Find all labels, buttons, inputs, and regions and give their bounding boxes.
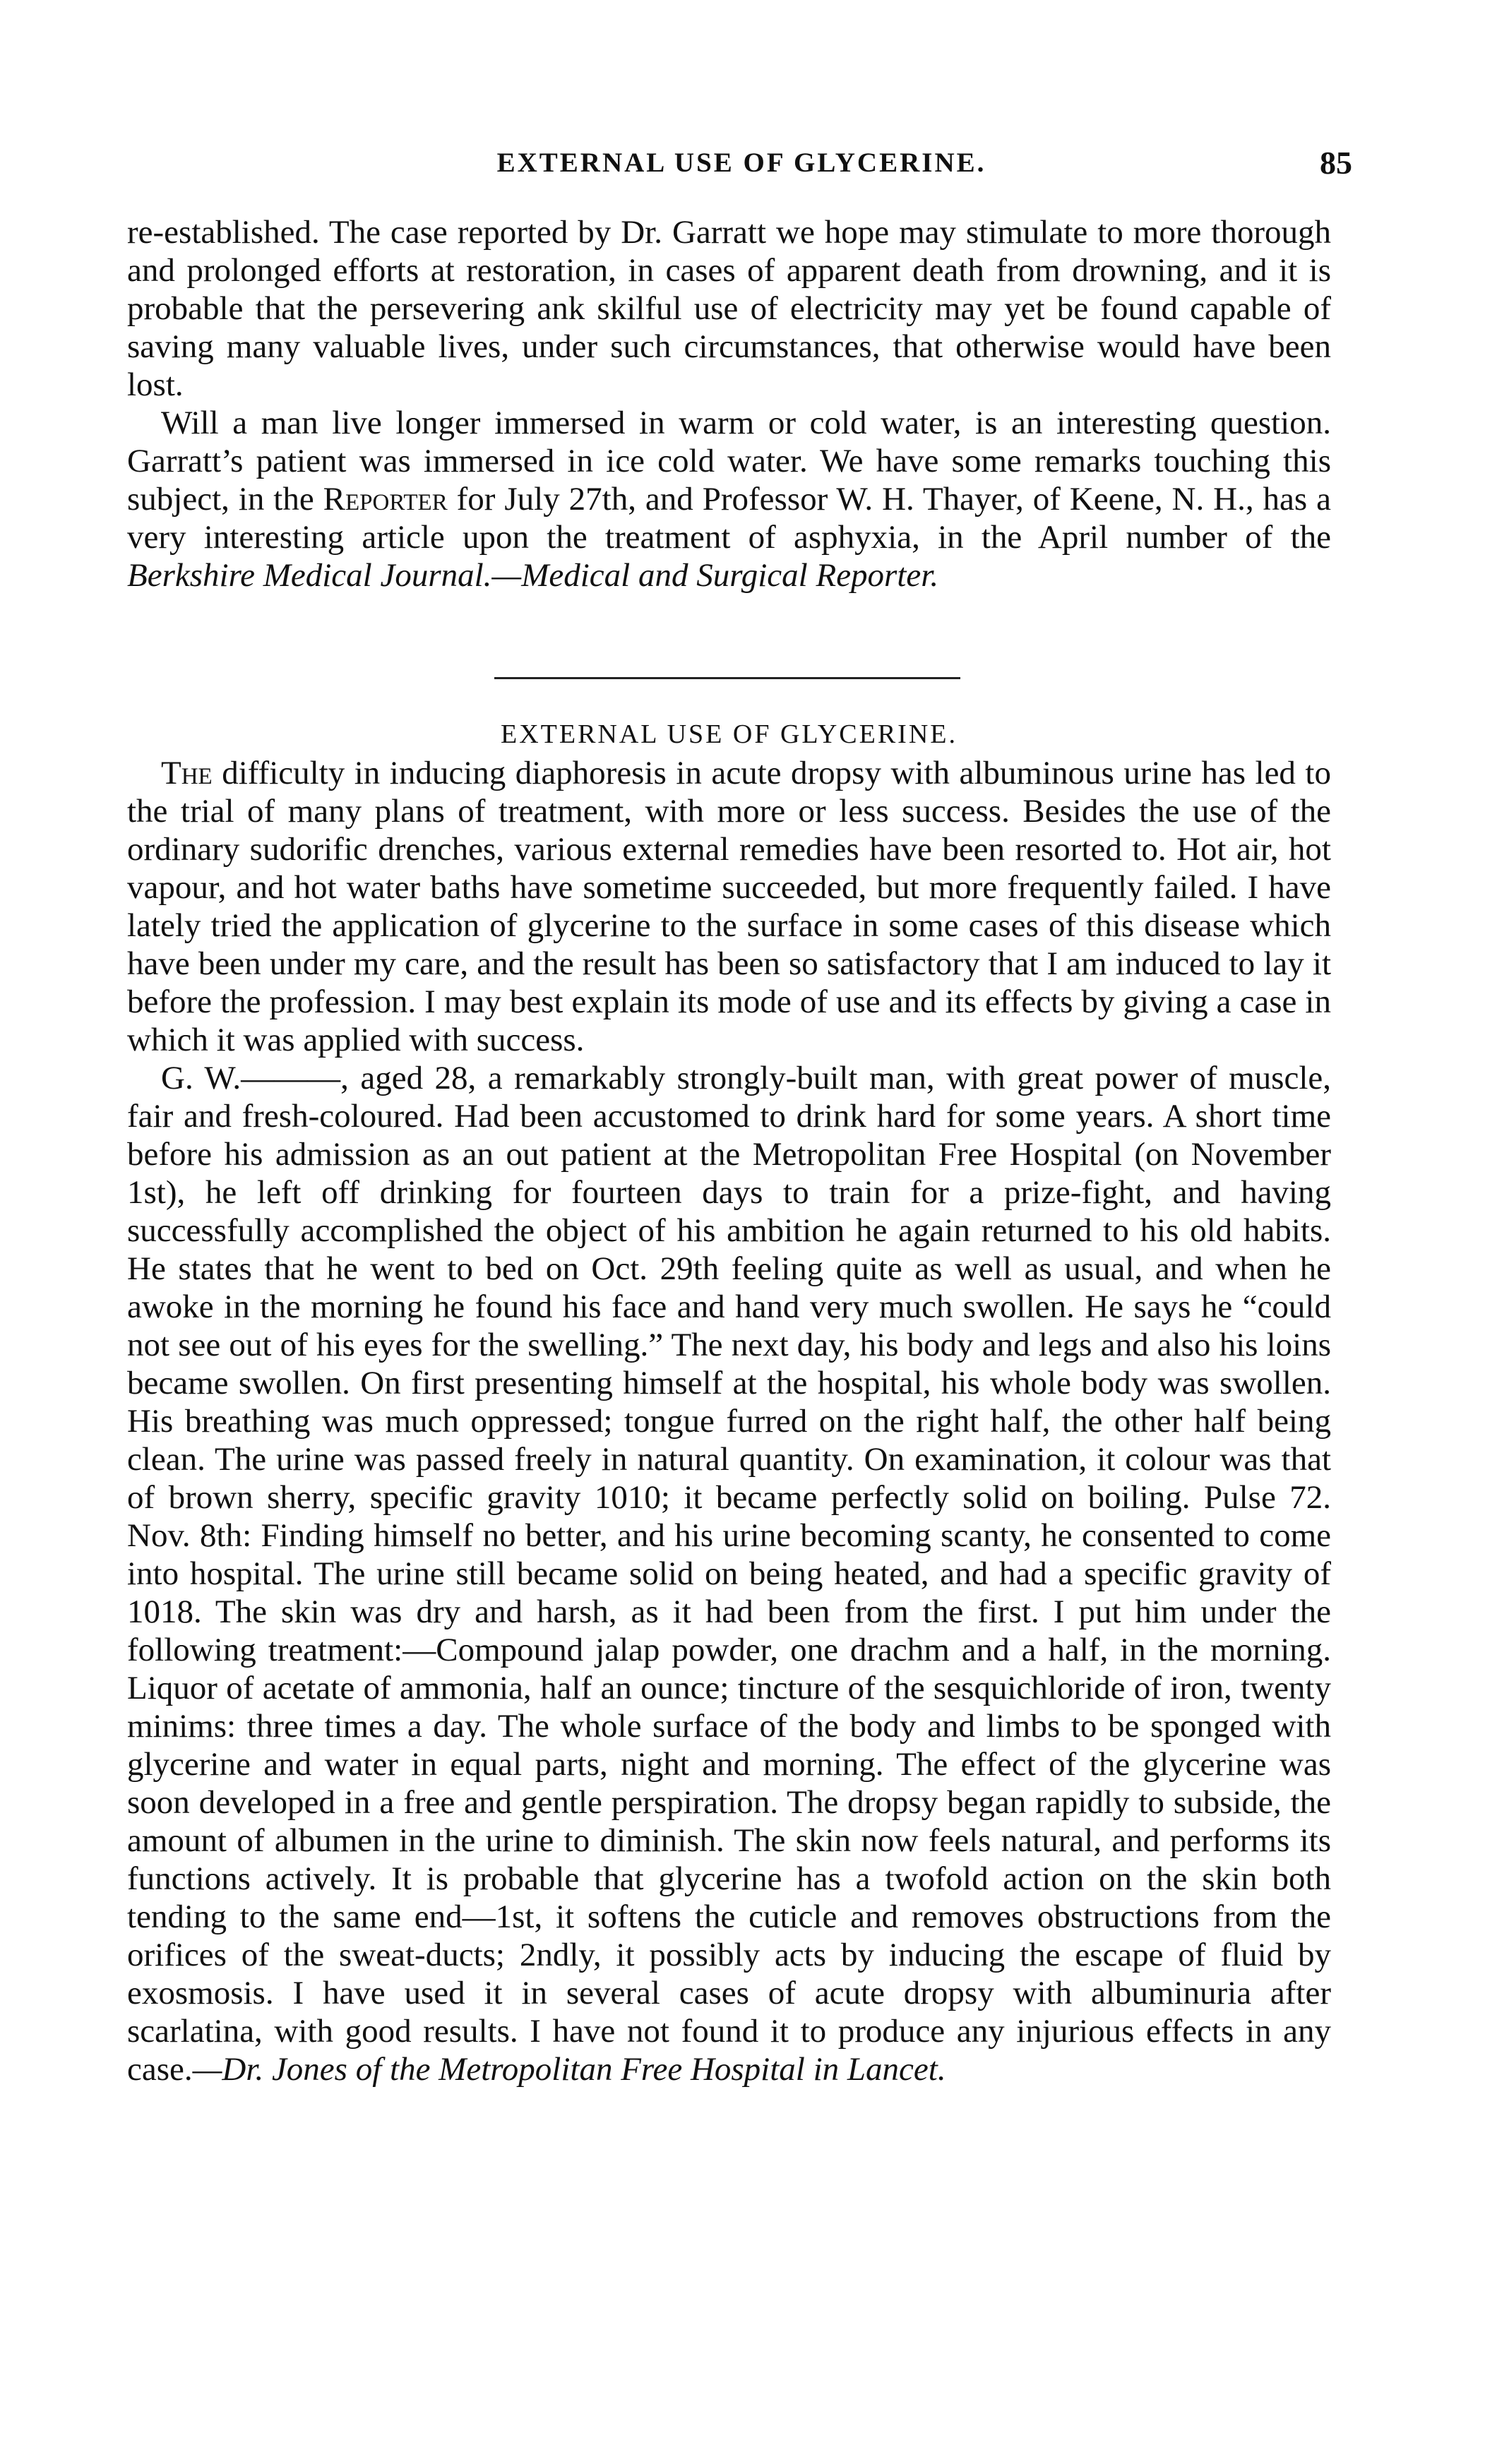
paragraph-immersion (127, 404, 1331, 594)
paragraph-introduction (127, 754, 1331, 1059)
case-source-citation: —Dr. Jones of the Metropolitan Free Hospital in Lancet. (192, 2051, 946, 2088)
paragraph-case-report (127, 1059, 1331, 2088)
article-glycerine (127, 754, 1331, 2088)
lead-word: The (161, 755, 213, 791)
section-divider (494, 677, 960, 679)
running-head: EXTERNAL USE OF GLYCERINE. (496, 148, 986, 178)
page-number: 85 (1320, 145, 1352, 181)
page-header (131, 147, 1352, 189)
paragraph-drowning: re-established. The case reported by Dr. Garratt we hope may stimulate to more thorough and prolonged efforts at restoration, in cases of apparent death from drowning, and it is probable that the persevering ank skilful use of electricity may yet be found capable of saving many valuable lives, under such circumstances, that otherwise would have been lost. (127, 214, 1331, 403)
reporter-reference: Reporter (323, 481, 448, 518)
immersion-text-middle: for July 27th, and Professor W. H. Thayer, of Keene, N. H., has a very interesting article upon the treatment of asphyxia, in the April number of the (127, 481, 1331, 556)
article-continuation (127, 213, 1331, 594)
case-report-text: G. W.———, aged 28, a remarkably strongly-built man, with great power of muscle, fair and fresh-coloured. Had been accustomed to drink hard for some years. A short time before his admission as an out patient at the Metropolitan Free Hospital (on November 1st), he left off drinking for fourteen days to train for a prize-fight, and having successfully accomplished the object of his ambition he again returned to his old habits. He states that he went to bed on Oct. 29th feeling quite as well as usual, and when he awoke in the morning he found his face and hand very much swollen. He says he “could not see out of his eyes for the swelling.” The next day, his body and legs and also his loins became swollen. On first presenting himself at the hospital, his whole body was swollen. His breathing was much oppressed; tongue furred on the right half, the other half being clean. The urine was passed freely in natural quantity. On examination, it colour was that of brown sherry, specific gravity 1010; it became perfectly solid on boiling. Pulse 72. Nov. 8th: Finding himself no better, and his urine becoming scanty, he consented to come into hospital. The urine still became solid on being heated, and had a specific gravity of 1018. The skin was dry and harsh, as it had been from the first. I put him under the following treatment:—Compound jalap powder, one drachm and a half, in the morning. Liquor of acetate of ammonia, half an ounce; tincture of the sesquichloride of iron, twenty minims: three times a day. The whole surface of the body and limbs to be sponged with glycerine and water in equal parts, night and morning. The effect of the glycerine was soon developed in a free and gentle perspiration. The dropsy began rapidly to subside, the amount of albumen in the urine to diminish. The skin now feels natural, and performs its functions actively. It is probable that glycerine has a twofold action on the skin both tending to the same end—1st, it softens the cuticle and removes obstructions from the orifices of the sweat-ducts; 2ndly, it possibly acts by inducing the escape of fluid by exosmosis. I have used it in several cases of acute dropsy with albuminuria after scarlatina, with good results. I have not found it to produce any injurious effects in any case. (127, 1060, 1331, 2088)
introduction-text: difficulty in inducing diaphoresis in acute dropsy with albuminous urine has led to the trial of many plans of treatment, with more or less success. Besides the use of the ordinary sudorific drenches, various external remedies have been resorted to. Hot air, hot vapour, and hot water baths have sometime succeeded, but more frequently failed. I have lately tried the application of glycerine to the surface in some cases of this disease which have been under my care, and the result has been so satisfactory that I am induced to lay it before the profession. I may best explain its mode of use and its effects by giving a case in which it was applied with success. (127, 755, 1331, 1058)
article-title: EXTERNAL USE OF GLYCERINE. (501, 719, 958, 749)
immersion-text-start: Will a man live longer immersed in warm or cold water, is an interesting question. Garratt’s patient was immersed in ice cold water. We have some remarks touching this subject, in the (127, 405, 1331, 518)
source-citation: Berkshire Medical Journal.—Medical and Surgical Reporter. (127, 557, 939, 594)
